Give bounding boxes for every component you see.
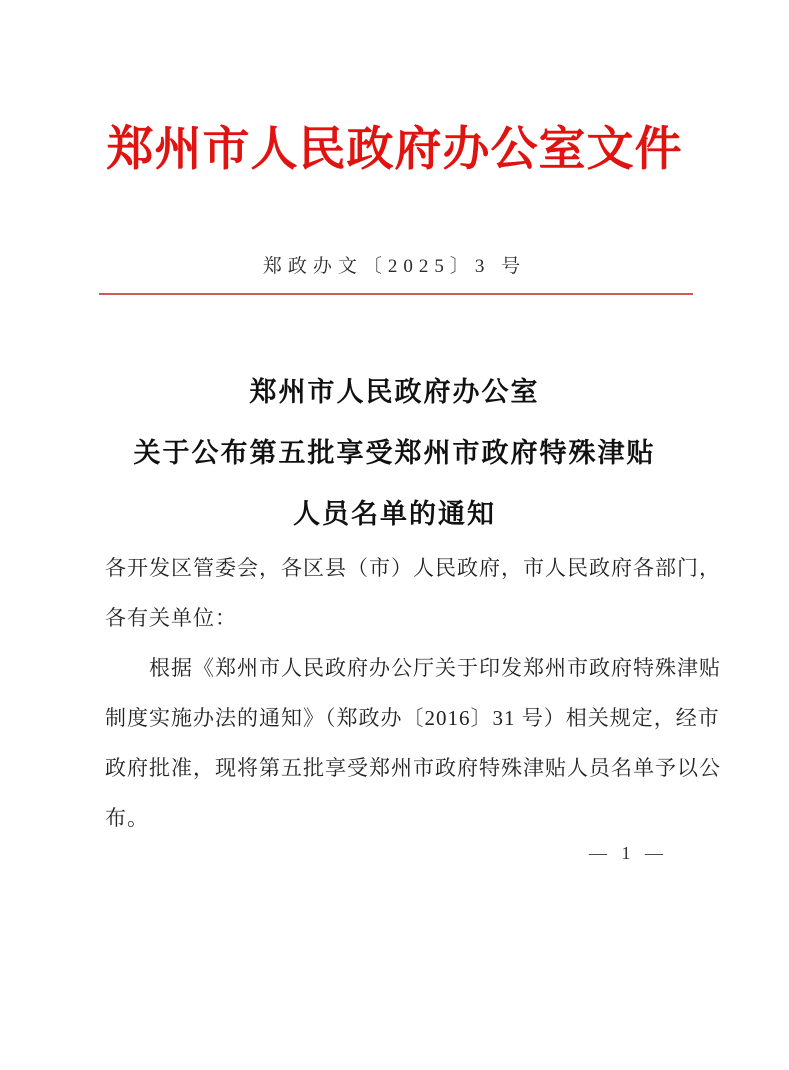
body-line-paragraph-3: 政府批准，现将第五批享受郑州市政府特殊津贴人员名单予以公 <box>105 756 721 780</box>
document-body <box>105 543 721 843</box>
body-line-paragraph-2: 制度实施办法的通知》（郑政办〔2016〕31 号）相关规定，经市 <box>105 706 720 730</box>
page-number: — 1 — <box>589 843 668 863</box>
red-divider-line <box>99 293 693 295</box>
document-header-title: 郑州市人民政府办公室文件 <box>106 124 683 176</box>
body-line-paragraph-1: 根据《郑州市人民政府办公厅关于印发郑州市政府特殊津贴 <box>149 656 721 680</box>
document-title-line-2: 关于公布第五批享受郑州市政府特殊津贴 <box>133 438 656 468</box>
document-title-line-1: 郑州市人民政府办公室 <box>249 377 540 407</box>
body-line-salutation-2: 各有关单位： <box>105 606 237 630</box>
document-title-line-3: 人员名单的通知 <box>293 499 496 529</box>
body-line-salutation-1: 各开发区管委会，各区县（市）人民政府，市人民政府各部门， <box>105 556 721 580</box>
body-line-paragraph-4: 布。 <box>105 806 149 830</box>
document-title <box>0 362 789 545</box>
document-number: 郑政办文〔2025〕3 号 <box>262 256 527 277</box>
